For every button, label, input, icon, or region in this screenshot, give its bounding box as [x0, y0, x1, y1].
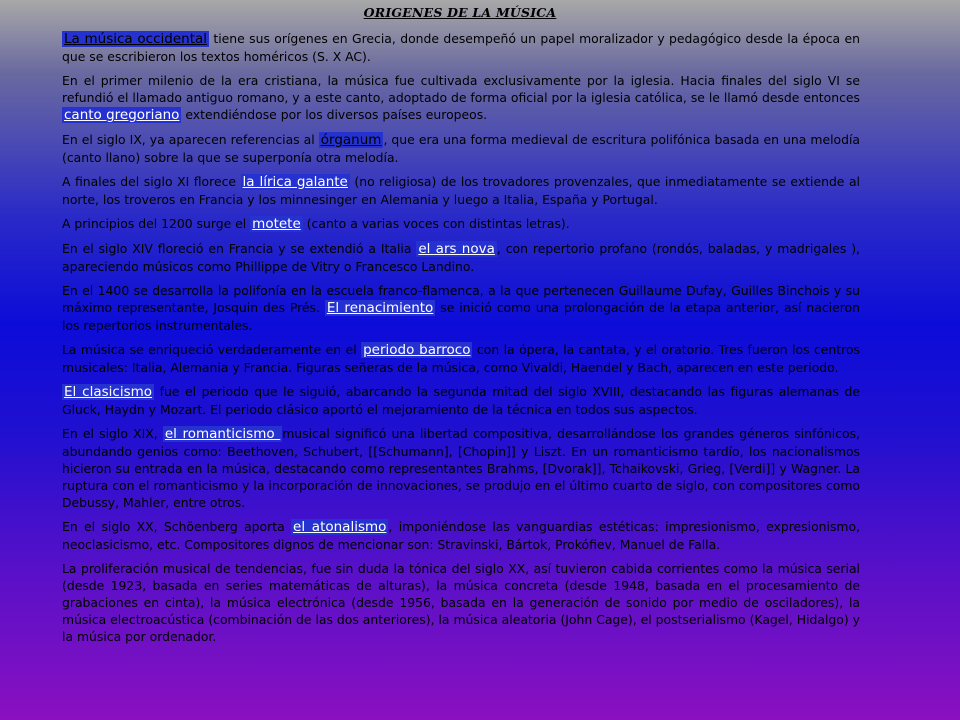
paragraph-clasicismo — [62, 383, 860, 418]
paragraph-organum — [62, 131, 860, 166]
paragraph-ars-nova — [62, 240, 860, 275]
page-title: ORIGENES DE LA MÚSICA — [363, 5, 557, 20]
link-canto-gregoriano[interactable]: canto gregoriano — [64, 107, 180, 123]
paragraph-text: tiene sus orígenes en Grecia, donde desempeñó un papel moralizador y pedagógico desde la época en que se escribieron los textos homéricos (S. X AC). — [62, 31, 860, 64]
paragraph-renacimiento — [62, 282, 860, 334]
paragraph-text: En el siglo XIX, — [62, 426, 163, 441]
paragraph-barroco — [62, 341, 860, 376]
paragraph-romanticismo — [62, 425, 860, 511]
paragraph-gregoriano — [62, 72, 860, 124]
link-atonalismo[interactable]: el atonalismo — [293, 519, 387, 535]
paragraph-motete — [62, 215, 860, 233]
paragraph-text: En el siglo XIV floreció en Francia y se extendió a Italia — [62, 241, 417, 256]
paragraph-text: con la ópera, la cantata, y el oratorio. Tres fueron los centros musicales: Italia, Alemania y Francia. Figuras señeras de la música, como Vivaldi, Haendel y Bach, aparecen en este periodo. — [62, 342, 860, 375]
paragraph-lirica — [62, 173, 860, 208]
paragraph-text: (canto a varias voces con distintas letras). — [302, 216, 570, 231]
link-motete[interactable]: motete — [252, 216, 301, 232]
paragraph-text: , que era una forma medieval de escritura polifónica basada en una melodía (canto llano) sobre la que se superponía otra melodía. — [62, 132, 861, 165]
link-clasicismo[interactable]: El clasicismo — [64, 384, 153, 400]
paragraph-text: En el primer milenio de la era cristiana, la música fue cultivada exclusivamente por la iglesia. Hacia finales del siglo VI se refundió el llamado antiguo romano, y a este canto, adoptado de forma oficial por la iglesia católica, se le llamó desde entonces — [62, 73, 860, 105]
paragraph-text: extendiéndose por los diversos países europeos. — [181, 107, 488, 122]
link-periodo-barroco[interactable]: periodo barroco — [363, 342, 471, 358]
paragraph-text: En el siglo XX, Schöenberg aporta — [62, 519, 292, 534]
paragraph-text: , con repertorio profano (rondós, baladas, y madrigales ), apareciendo músicos como Phillippe de Vitry o Francesco Landino. — [62, 241, 860, 274]
link-renacimiento[interactable]: El renacimiento — [326, 300, 434, 316]
link-musica-occidental[interactable]: La música occidental — [64, 31, 208, 47]
content-body — [62, 30, 860, 652]
link-organum[interactable]: órganum — [320, 132, 382, 148]
paragraph-text: , imponiéndose las vanguardias estéticas: impresionismo, expresionismo, neoclasicismo, etc. Compositores dignos de mencionar son: Stravinski, Bártok, Prokófiev, Manuel de Falla. — [62, 519, 860, 552]
paragraph-text: La música se enriqueció verdaderamente en el — [62, 342, 362, 357]
paragraph-text: fue el periodo que le siguió, abarcando la segunda mitad del siglo XVIII, destacando las figuras alemanas de Gluck, Haydn y Mozart. El periodo clásico aportó el mejoramiento de la técnica en todos sus aspectos. — [62, 384, 860, 417]
paragraph-origins — [62, 30, 860, 65]
paragraph-text: La proliferación musical de tendencias, fue sin duda la tónica del siglo XX, así tuvieron cabida corrientes como la música serial (desde 1923, basada en series matemáticas de alturas), la música concreta (desde 1948, basada en el procesamiento de grabaciones en cinta), la música electrónica (desde 1956, basada en la generación de sonido por medio de osciladores), la música electroacústica (combinación de las dos anteriores), la música aleatoria (John Cage), el postserialismo (Kagel, Hidalgo) y la música por ordenador. — [62, 561, 860, 644]
paragraph-text: se inició como una prolongación de la etapa anterior, así nacieron los repertorios instrumentales. — [62, 300, 860, 333]
paragraph-text: A finales del siglo XI florece — [62, 174, 241, 189]
paragraph-text: (no religiosa) de los trovadores provenzales, que inmediatamente se extiende al norte, los troveros en Francia y los minnesinger en Alemania y luego a Italia, España y Portugal. — [62, 174, 860, 207]
link-lirica-galante[interactable]: la lírica galante — [242, 174, 348, 190]
paragraph-text: musical significó una libertad compositiva, desarrollándose los grandes géneros sinfónicos, abundando genios como: Beethoven, Schubert, [[Schumann], [Chopin]] y Liszt. En un romanticismo tardío, los nacionalismos hicieron su entrada en la música, destacando como representantes Brahms, [Dvorak]], Tchaikovski, Grieg, [Verdi]] y Wagner. La ruptura con el romanticismo y la incorporación de innovaciones, se produjo en el último cuarto de siglo, con compositores como Debussy, Mahler, entre otros. — [62, 426, 861, 510]
paragraph-siglo-xx — [62, 560, 860, 645]
link-ars-nova[interactable]: el ars nova — [418, 241, 495, 257]
link-romanticismo[interactable]: el romanticismo — [164, 426, 281, 442]
paragraph-text: A principios del 1200 surge el — [62, 216, 251, 231]
paragraph-text: En el 1400 se desarrolla la polifonía en la escuela franco-flamenca, a la que pertenecen Guillaume Dufay, Guilles Binchois y su máximo representante, Josquin des Prés. — [62, 283, 860, 315]
paragraph-text: En el siglo IX, ya aparecen referencias al — [62, 132, 319, 147]
paragraph-atonalismo — [62, 518, 860, 553]
